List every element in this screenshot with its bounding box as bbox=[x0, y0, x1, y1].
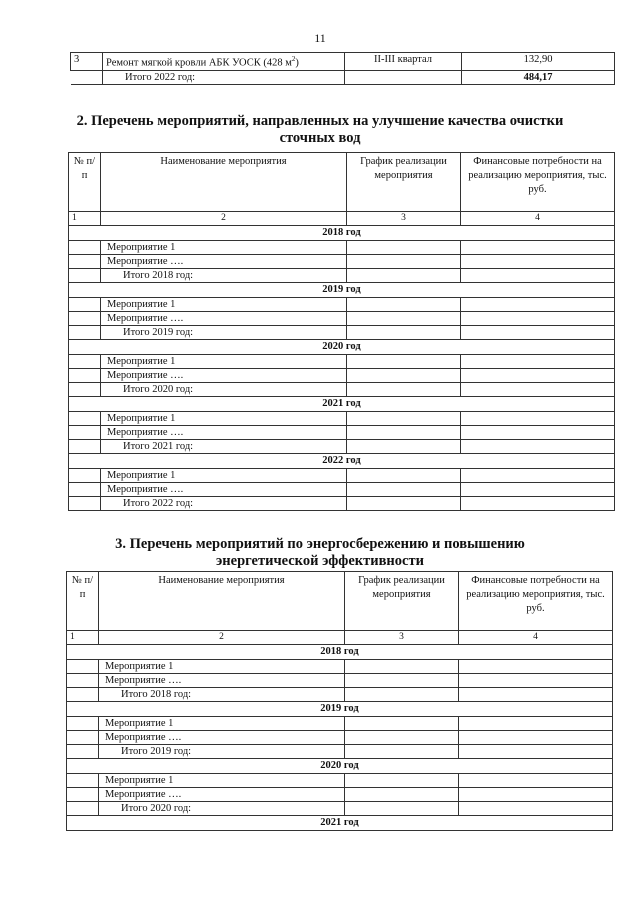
table-row bbox=[69, 269, 615, 283]
total-label: Итого 2018 год: bbox=[101, 269, 347, 283]
item-name: Мероприятие 1 bbox=[101, 241, 347, 255]
total-label: Итого 2019 год: bbox=[99, 745, 345, 759]
row-amount: 132,90 bbox=[462, 53, 615, 71]
col-num-2: 2 bbox=[101, 212, 347, 226]
col-num-2: 2 bbox=[99, 631, 345, 645]
col-num-1: 1 bbox=[67, 631, 99, 645]
total-label: Итого 2020 год: bbox=[101, 383, 347, 397]
table-row bbox=[67, 745, 613, 759]
table-row bbox=[67, 660, 613, 674]
year-row bbox=[67, 816, 613, 831]
header-finance: Финансовые потребности на реализацию мероприятия, тыс. руб. bbox=[461, 153, 615, 212]
year-row bbox=[69, 226, 615, 241]
item-name: Мероприятие 1 bbox=[101, 298, 347, 312]
total-label: Итого 2020 год: bbox=[99, 802, 345, 816]
table-row bbox=[69, 355, 615, 369]
section2-title: 2. Перечень мероприятий, направленных на улучшение качества очистки сточных вод bbox=[76, 113, 564, 146]
col-num-3: 3 bbox=[347, 212, 461, 226]
item-name: Мероприятие …. bbox=[101, 312, 347, 326]
table-row bbox=[71, 70, 615, 84]
table-row bbox=[69, 440, 615, 454]
item-name: Мероприятие 1 bbox=[101, 412, 347, 426]
year-label: 2019 год bbox=[67, 702, 613, 717]
total-label: Итого 2018 год: bbox=[99, 688, 345, 702]
table-header bbox=[67, 572, 613, 631]
header-number: № п/п bbox=[67, 572, 99, 631]
item-name: Мероприятие …. bbox=[99, 788, 345, 802]
item-name: Мероприятие 1 bbox=[99, 660, 345, 674]
total-label: Итого 2019 год: bbox=[101, 326, 347, 340]
table-row bbox=[67, 802, 613, 816]
item-name: Мероприятие …. bbox=[99, 674, 345, 688]
table-row bbox=[71, 53, 615, 71]
table-row bbox=[67, 774, 613, 788]
row-schedule: II-III квартал bbox=[345, 53, 462, 71]
header-name: Наименование мероприятия bbox=[101, 153, 347, 212]
col-num-1: 1 bbox=[69, 212, 101, 226]
section3-table bbox=[66, 571, 613, 831]
item-name: Мероприятие …. bbox=[101, 369, 347, 383]
table-row bbox=[69, 497, 615, 511]
year-row bbox=[69, 397, 615, 412]
year-label: 2020 год bbox=[69, 340, 615, 355]
table-row bbox=[67, 731, 613, 745]
page-number: 11 bbox=[314, 31, 326, 45]
total-label: Итого 2021 год: bbox=[101, 440, 347, 454]
table-row bbox=[69, 483, 615, 497]
total-label: Итого 2022 год: bbox=[101, 497, 347, 511]
item-name: Мероприятие 1 bbox=[99, 774, 345, 788]
col-num-4: 4 bbox=[459, 631, 613, 645]
year-label: 2018 год bbox=[69, 226, 615, 241]
row-name: Ремонт мягкой кровли АБК УОСК (428 $м^2$) bbox=[103, 53, 345, 71]
year-label: 2018 год bbox=[67, 645, 613, 660]
item-name: Мероприятие …. bbox=[101, 255, 347, 269]
year-label: 2021 год bbox=[69, 397, 615, 412]
item-name: Мероприятие 1 bbox=[99, 717, 345, 731]
year-label: 2019 год bbox=[69, 283, 615, 298]
item-name: Мероприятие …. bbox=[101, 483, 347, 497]
table-row bbox=[67, 688, 613, 702]
item-name: Мероприятие 1 bbox=[101, 355, 347, 369]
table-row bbox=[69, 369, 615, 383]
section3-title: 3. Перечень мероприятий по энергосбережению и повышению энергетической эффективности bbox=[115, 536, 525, 569]
header-number: № п/п bbox=[69, 153, 101, 212]
column-numbers bbox=[69, 212, 615, 226]
top-table bbox=[70, 52, 615, 85]
column-numbers bbox=[67, 631, 613, 645]
table-row bbox=[69, 298, 615, 312]
item-name: Мероприятие …. bbox=[99, 731, 345, 745]
table-row bbox=[69, 469, 615, 483]
item-name: Мероприятие 1 bbox=[101, 469, 347, 483]
header-name: Наименование мероприятия bbox=[99, 572, 345, 631]
item-name: Мероприятие …. bbox=[101, 426, 347, 440]
table-row bbox=[69, 383, 615, 397]
year-row bbox=[69, 340, 615, 355]
year-row bbox=[69, 454, 615, 469]
header-finance: Финансовые потребности на реализацию мероприятия, тыс. руб. bbox=[459, 572, 613, 631]
table-row bbox=[67, 674, 613, 688]
section2-table bbox=[68, 152, 615, 511]
table-row bbox=[67, 788, 613, 802]
header-schedule: График реализации мероприятия bbox=[347, 153, 461, 212]
year-row bbox=[67, 759, 613, 774]
table-row bbox=[69, 255, 615, 269]
year-label: 2022 год bbox=[69, 454, 615, 469]
row-number: 3 bbox=[71, 53, 103, 71]
table-row bbox=[69, 312, 615, 326]
table-row bbox=[69, 326, 615, 340]
table-row bbox=[69, 426, 615, 440]
year-row bbox=[69, 283, 615, 298]
table-header bbox=[69, 153, 615, 212]
total-label: Итого 2022 год: bbox=[103, 70, 345, 84]
year-label: 2020 год bbox=[67, 759, 613, 774]
year-row bbox=[67, 702, 613, 717]
table-row bbox=[69, 241, 615, 255]
year-label: 2021 год bbox=[67, 816, 613, 831]
table-row bbox=[69, 412, 615, 426]
header-schedule: График реализации мероприятия bbox=[345, 572, 459, 631]
total-amount: 484,17 bbox=[462, 70, 615, 84]
year-row bbox=[67, 645, 613, 660]
col-num-4: 4 bbox=[461, 212, 615, 226]
col-num-3: 3 bbox=[345, 631, 459, 645]
table-row bbox=[67, 717, 613, 731]
